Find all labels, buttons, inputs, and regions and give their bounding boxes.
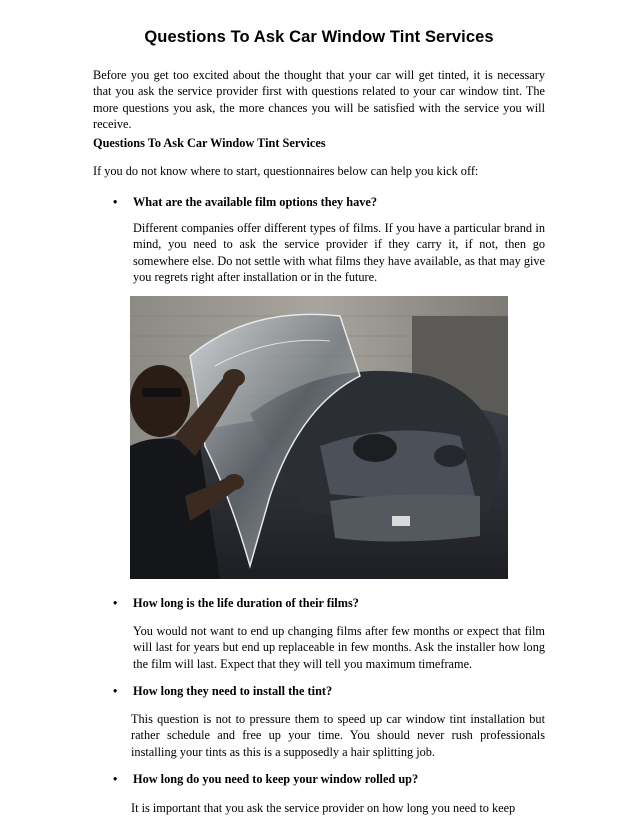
question-item	[113, 596, 359, 611]
question-heading: How long is the life duration of their films?	[133, 596, 359, 610]
car-window-tint-photo	[130, 296, 508, 579]
question-heading: How long do you need to keep your window rolled up?	[133, 772, 419, 786]
question-heading: What are the available film options they have?	[133, 195, 377, 209]
bullet-icon: •	[113, 684, 118, 698]
bullet-icon: •	[113, 195, 118, 209]
question-answer: This question is not to pressure them to speed up car window tint installation but rather schedule and free up your time. You should never rush professionals installing your tints as this is a supposedly a hair splitting job.	[131, 712, 545, 759]
question-answer: Different companies offer different types of films. If you have a particular brand in mind, you need to ask the service provider if they carry it, if not, then go somewhere else. Do not settle with what films they have available, as that may give you regrets right after installation or in the future.	[133, 221, 545, 284]
bullet-icon: •	[113, 596, 118, 610]
page-title: Questions To Ask Car Window Tint Services	[144, 28, 494, 46]
question-answer: You would not want to end up changing films after few months or expect that film will last for years but end up replaceable in few months. Ask the installer how long the film will last. Expect that they will tell you maximum timeframe.	[133, 624, 545, 671]
section-heading: Questions To Ask Car Window Tint Services	[93, 136, 326, 150]
question-answer: It is important that you ask the service provider on how long you need to keep	[131, 801, 516, 815]
lead-paragraph: If you do not know where to start, questionnaires below can help you kick off:	[93, 164, 479, 178]
bullet-icon: •	[113, 772, 118, 786]
intro-paragraph: Before you get too excited about the thought that your car will get tinted, it is necessary that you ask the service provider first with questions related to your car window tint. The more questions you ask, the more chances you will be satisfied with the service you will receive.	[93, 68, 545, 131]
question-item	[113, 772, 418, 787]
question-item	[113, 195, 377, 210]
question-item	[113, 684, 332, 699]
question-heading: How long they need to install the tint?	[133, 684, 333, 698]
